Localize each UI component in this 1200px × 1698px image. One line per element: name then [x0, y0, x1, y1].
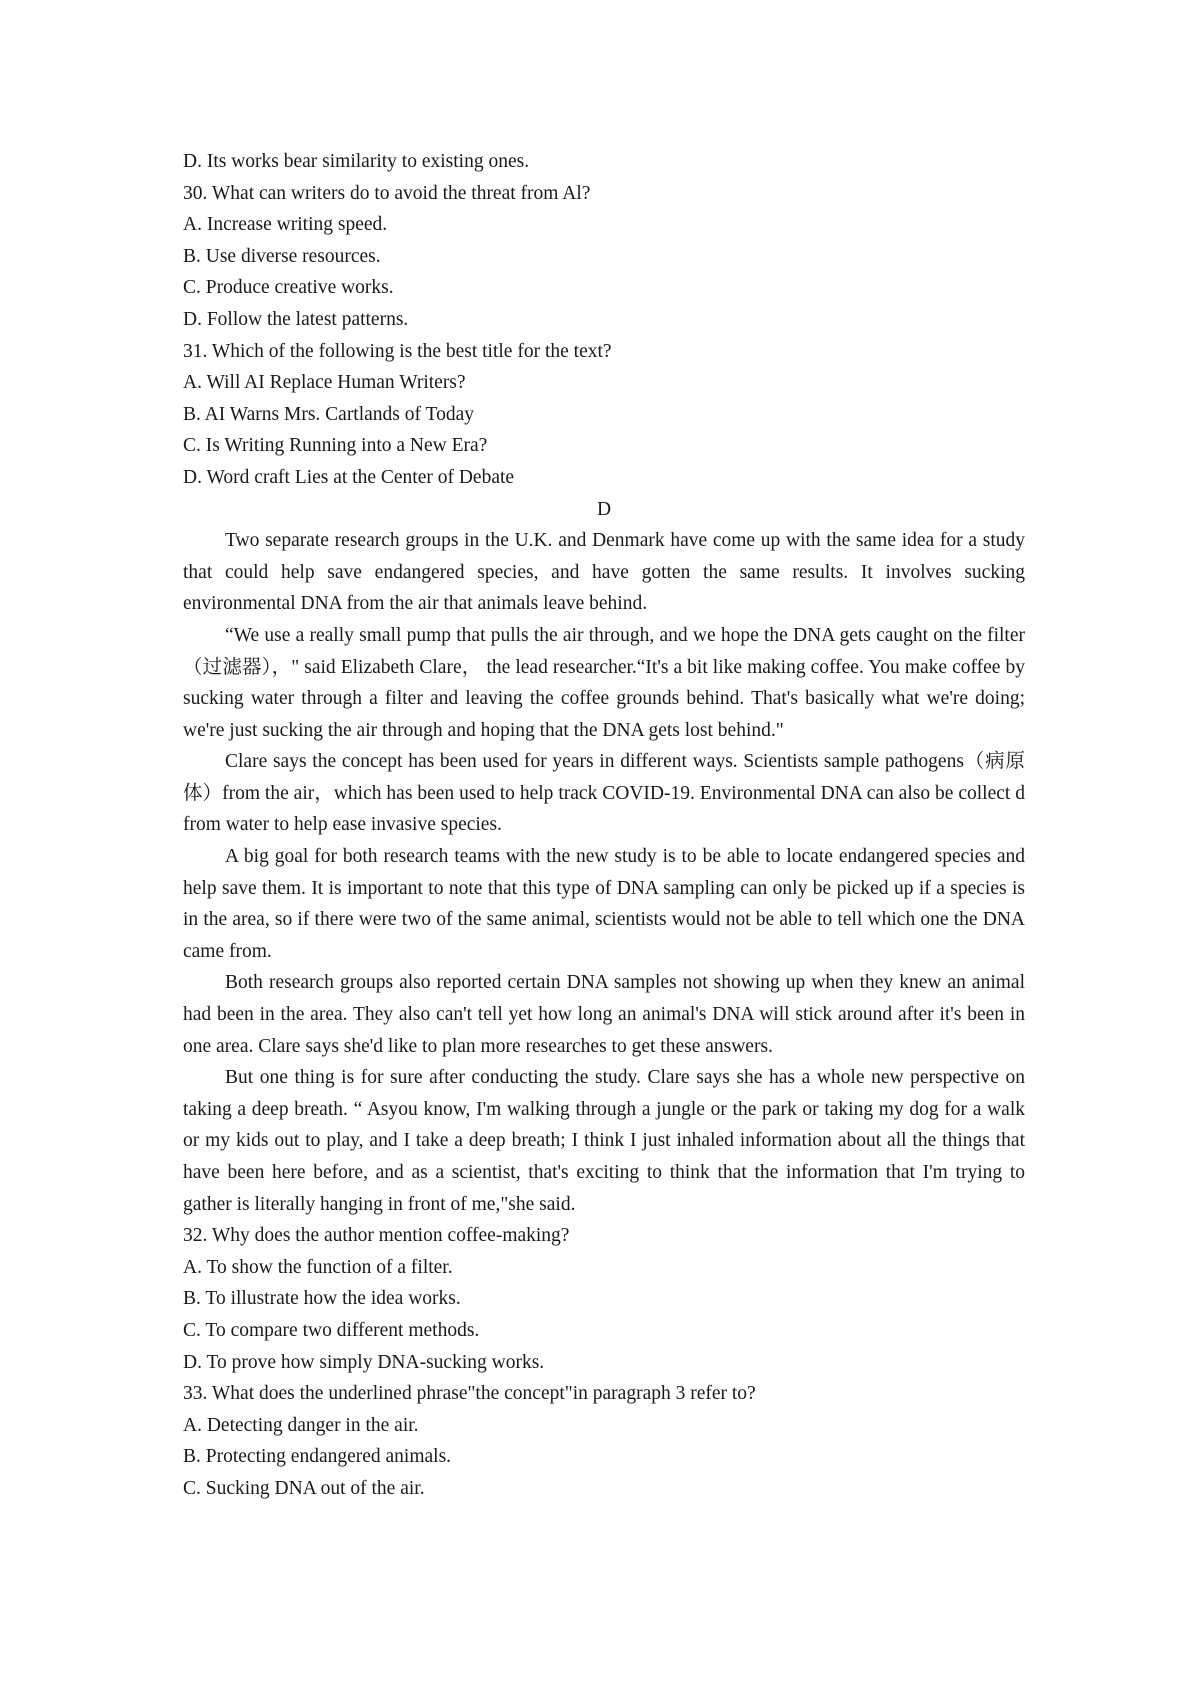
question-30-option-d: D. Follow the latest patterns. [183, 308, 409, 330]
question-32 [183, 1220, 1025, 1378]
question-33-option-b: B. Protecting endangered animals. [183, 1446, 452, 1468]
passage-paragraph-1: Two separate research groups in the U.K. and Denmark have come up with the same idea for a study that could help save endangered species, and have gotten the same results. It involves sucking environmental DNA from the air that animals leave behind. [183, 530, 1025, 615]
passage-paragraph-2: “We use a really small pump that pulls the air through, and we hope the DNA gets caught on the filter（过滤器），" said Elizabeth Clare， the lead researcher.“It's a bit like making coffee. You make coffee by sucking water through a filter and leaving the coffee grounds behind. That's basically what we're doing; we're just sucking the air through and hoping that the DNA gets lost behind." [183, 624, 1025, 741]
question-31-stem: 31. Which of the following is the best title for the text? [183, 340, 612, 362]
question-32-stem: 32. Why does the author mention coffee-making? [183, 1225, 570, 1247]
prev-question-option-d: D. Its works bear similarity to existing ones. [183, 151, 530, 172]
question-32-option-b: B. To illustrate how the idea works. [183, 1288, 461, 1310]
passage-paragraph-4: A big goal for both research teams with the new study is to be able to locate endangered species and help save them. It is important to note that this type of DNA sampling can only be picked up if a species is in the area, so if there were two of the same animal, scientists would not be able to tell which one the DNA came from. [183, 846, 1025, 962]
question-30-option-a: A. Increase writing speed. [183, 214, 388, 236]
question-31-option-d: D. Word craft Lies at the Center of Debate [183, 466, 515, 488]
question-30-stem: 30. What can writers do to avoid the threat from Al? [183, 182, 591, 204]
question-30 [183, 178, 1025, 336]
question-30-option-c: C. Produce creative works. [183, 277, 394, 299]
question-31-option-c: C. Is Writing Running into a New Era? [183, 435, 488, 457]
passage-paragraph-6: But one thing is for sure after conducting the study. Clare says she has a whole new perspective on taking a deep breath. “ Asyou know, I'm walking through a jungle or the park or taking my dog for a walk or my kids out to play, and I take a deep breath; I think I just inhaled information about all the things that have been here before, and as a scientist, that's exciting to think that the information that I'm trying to gather is literally hanging in front of me,"she said. [183, 1067, 1025, 1215]
question-33-option-a: A. Detecting danger in the air. [183, 1414, 419, 1436]
passage-paragraph-5: Both research groups also reported certain DNA samples not showing up when they knew an animal had been in the area. They also can't tell yet how long an animal's DNA will stick around after it's been in one area. Clare says she'd like to plan more researches to get these answers. [183, 972, 1025, 1057]
question-33 [183, 1378, 1025, 1504]
question-32-option-a: A. To show the function of a filter. [183, 1256, 453, 1278]
question-33-stem: 33. What does the underlined phrase"the concept"in paragraph 3 refer to? [183, 1383, 756, 1405]
question-33-option-c: C. Sucking DNA out of the air. [183, 1477, 425, 1499]
question-31-option-b: B. AI Warns Mrs. Cartlands of Today [183, 403, 474, 425]
reading-passage [183, 525, 1025, 1220]
question-32-option-c: C. To compare two different methods. [183, 1319, 480, 1341]
question-31-option-a: A. Will AI Replace Human Writers? [183, 372, 466, 394]
question-30-option-b: B. Use diverse resources. [183, 245, 381, 267]
question-32-option-d: D. To prove how simply DNA-sucking works. [183, 1351, 545, 1373]
section-heading: D [596, 498, 612, 520]
passage-paragraph-3: Clare says the concept has been used for years in different ways. Scientists sample pathogens（病原体）from the air，which has been used to help track COVID-19. Environmental DNA can also be collect d from water to help ease invasive species. [183, 751, 1025, 836]
question-31 [183, 336, 1025, 494]
exam-page [183, 146, 1025, 1505]
